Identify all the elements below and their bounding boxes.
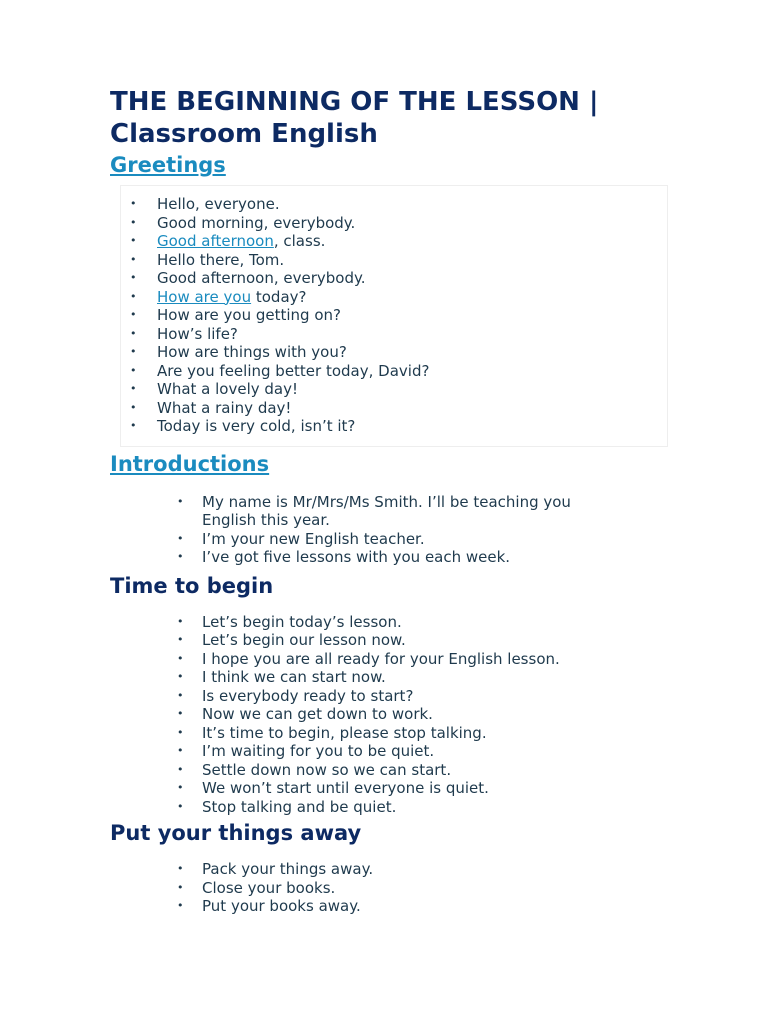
bullet-icon: • xyxy=(177,862,184,875)
list-item-text: Close your books. xyxy=(202,878,336,897)
introductions-heading-link[interactable]: Introductions xyxy=(110,451,270,476)
list-item-text: I’m waiting for you to be quiet. xyxy=(202,742,435,760)
list-item-text: Now we can get down to work. xyxy=(202,705,433,723)
time-to-begin-list xyxy=(110,613,670,817)
bullet-icon: • xyxy=(177,725,184,739)
bullet-icon: • xyxy=(177,688,184,702)
page-title: THE BEGINNING OF THE LESSON | Classroom English xyxy=(110,87,599,149)
list-item xyxy=(110,650,622,669)
list-item xyxy=(110,761,622,780)
list-item-text: What a rainy day! xyxy=(157,398,292,417)
list-item-text: Let’s begin our lesson now. xyxy=(202,631,406,649)
greetings-box xyxy=(120,185,668,447)
list-item xyxy=(110,687,622,706)
list-item xyxy=(110,724,622,743)
list-item xyxy=(110,798,622,817)
list-item-text: I’m your new English teacher. xyxy=(202,529,425,548)
list-item xyxy=(110,548,622,567)
bullet-icon: • xyxy=(177,531,184,545)
put-things-away-list xyxy=(110,860,670,916)
list-item-text: It’s time to begin, please stop talking. xyxy=(202,723,487,742)
bullet-icon: • xyxy=(177,707,184,720)
put-things-away-heading: Put your things away xyxy=(110,821,362,845)
list-item-text: Today is very cold, isn’t it? xyxy=(157,417,356,435)
list-item-text: , class. xyxy=(273,232,326,250)
list-item-text: I think we can start now. xyxy=(202,668,386,686)
introductions-section xyxy=(110,493,670,567)
list-item-text: I hope you are all ready for your English lesson. xyxy=(202,649,560,668)
list-item-text: Let’s begin today’s lesson. xyxy=(202,612,402,631)
list-item xyxy=(121,232,667,251)
bullet-icon: • xyxy=(177,651,184,665)
list-item xyxy=(110,742,622,761)
list-item xyxy=(121,362,667,381)
bullet-icon: • xyxy=(177,550,184,563)
list-item-text: What a lovely day! xyxy=(157,380,299,398)
list-item-text: Settle down now so we can start. xyxy=(202,760,452,779)
list-item-text: Are you feeling better today, David? xyxy=(157,361,430,380)
bullet-icon: • xyxy=(177,762,184,776)
list-item xyxy=(110,631,622,650)
list-item xyxy=(121,325,667,344)
list-item-text: Good afternoon, everybody. xyxy=(157,269,366,287)
time-to-begin-section xyxy=(110,613,670,817)
bullet-icon: • xyxy=(177,494,184,508)
bullet-icon: • xyxy=(177,670,184,683)
list-item-text: Put your books away. xyxy=(202,897,361,915)
bullet-icon: • xyxy=(177,880,184,894)
list-item xyxy=(121,251,667,270)
bullet-icon: • xyxy=(130,252,137,266)
list-item xyxy=(110,613,622,632)
list-item xyxy=(121,214,667,233)
list-item xyxy=(121,195,667,214)
list-item xyxy=(110,705,622,724)
list-item-text: Is everybody ready to start? xyxy=(202,686,414,705)
greetings-list xyxy=(121,195,667,436)
inline-link[interactable]: How are you xyxy=(157,287,252,306)
bullet-icon: • xyxy=(130,345,137,358)
list-item xyxy=(110,668,622,687)
bullet-icon: • xyxy=(130,289,137,303)
bullet-icon: • xyxy=(130,308,137,321)
bullet-icon: • xyxy=(177,614,184,628)
inline-link[interactable]: Good afternoon xyxy=(157,232,274,250)
list-item xyxy=(121,399,667,418)
bullet-icon: • xyxy=(130,382,137,395)
list-item-text: How are you getting on? xyxy=(157,306,341,324)
bullet-icon: • xyxy=(130,271,137,284)
list-item xyxy=(110,897,622,916)
bullet-icon: • xyxy=(130,234,137,247)
time-to-begin-heading: Time to begin xyxy=(110,573,274,598)
list-item-text: Stop talking and be quiet. xyxy=(202,797,397,816)
greetings-heading-link[interactable]: Greetings xyxy=(110,153,226,177)
list-item-text: My name is Mr/Mrs/Ms Smith. I’ll be teaching you English this year. xyxy=(202,492,571,529)
bullet-icon: • xyxy=(130,419,137,432)
list-item-text: Hello, everyone. xyxy=(157,195,280,213)
list-item xyxy=(121,269,667,288)
bullet-icon: • xyxy=(177,781,184,794)
bullet-icon: • xyxy=(177,633,184,646)
list-item xyxy=(110,879,622,898)
bullet-icon: • xyxy=(130,197,137,210)
bullet-icon: • xyxy=(130,363,137,377)
bullet-icon: • xyxy=(130,400,137,414)
bullet-icon: • xyxy=(177,744,184,757)
list-item-text: We won’t start until everyone is quiet. xyxy=(202,779,489,797)
list-item-text: Good morning, everybody. xyxy=(157,213,356,232)
list-item xyxy=(121,380,667,399)
list-item xyxy=(110,860,622,879)
list-item xyxy=(110,530,622,549)
list-item-text: today? xyxy=(251,287,307,306)
list-item xyxy=(121,306,667,325)
introductions-list xyxy=(110,493,670,567)
list-item xyxy=(121,343,667,362)
list-item-text: How’s life? xyxy=(157,324,238,343)
list-item xyxy=(121,288,667,307)
bullet-icon: • xyxy=(177,799,184,813)
list-item-text: How are things with you? xyxy=(157,343,347,361)
list-item xyxy=(110,779,622,798)
document-page xyxy=(110,86,670,916)
put-things-away-section xyxy=(110,860,670,916)
list-item-text: Hello there, Tom. xyxy=(157,250,285,269)
bullet-icon: • xyxy=(177,899,184,912)
list-item-text: Pack your things away. xyxy=(202,860,374,878)
bullet-icon: • xyxy=(130,215,137,229)
list-item xyxy=(110,493,622,530)
list-item xyxy=(121,417,667,436)
bullet-icon: • xyxy=(130,326,137,340)
list-item-text: I’ve got five lessons with you each week. xyxy=(202,548,511,566)
